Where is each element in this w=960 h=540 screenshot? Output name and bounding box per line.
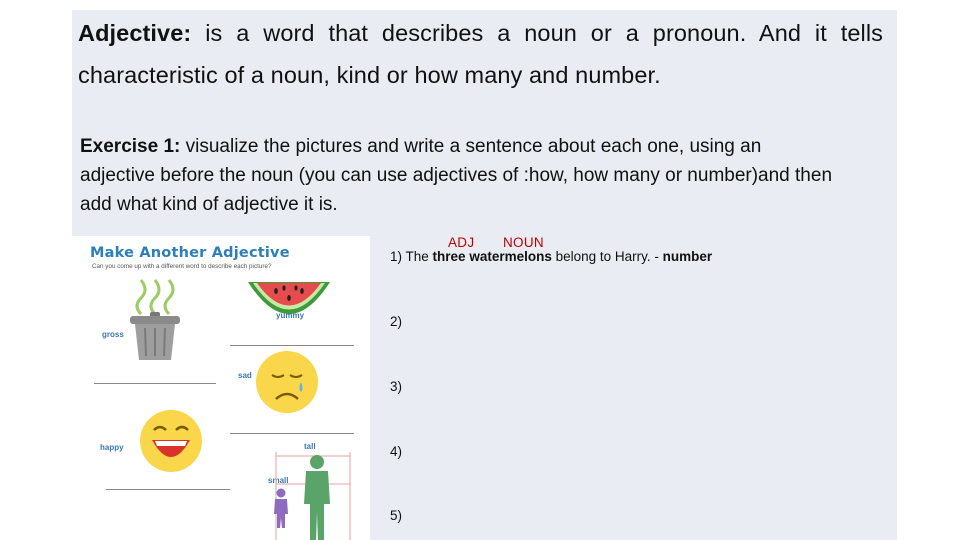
worksheet-image [72,236,370,540]
exercise-text: visualize the pictures and write a sentence about each one, using an adjective before the noun (you can use adjectives of :how, how many or number)and then add what kind of adjective it is. [80,136,833,215]
answer-line [106,489,230,490]
sad-face-icon [254,349,320,415]
label-small: small [268,476,289,485]
trash-can-icon [128,312,182,362]
label-gross: gross [102,330,124,339]
answer-1-prefix: 1) The [390,249,433,264]
answer-4: 4) [390,444,403,459]
small-person-icon [272,488,290,528]
answer-5: 5) [390,508,403,523]
exercise-lead: Exercise 1: [80,136,181,157]
annotation-noun: NOUN [503,235,544,250]
definition-term: Adjective: [78,20,192,46]
worksheet-title: Make Another Adjective [90,245,290,261]
label-happy: happy [100,443,124,452]
label-sad: sad [238,371,252,380]
answer-1-adjective: three [432,249,466,264]
label-tall: tall [304,442,316,451]
worksheet-subtitle: Can you come up with a different word to describe each picture? [92,263,272,270]
answer-1-kind: number [662,249,713,264]
label-yummy: yummy [276,311,305,320]
answer-1-noun: watermelons [469,249,552,264]
answer-1-suffix: belong to Harry. - [551,249,663,264]
tall-person-icon [300,454,334,540]
answer-line [230,433,354,434]
answer-line [94,383,216,384]
smell-lines-icon [127,276,187,316]
answer-1 [390,249,712,264]
answer-2: 2) [390,314,403,329]
annotation-adj: ADJ [448,235,475,250]
happy-face-icon [138,408,204,474]
answers-column [390,0,890,540]
answer-3: 3) [390,379,403,394]
answer-line [230,345,354,346]
definition-text: is a word that describes a noun or a pronoun. And it tells characteristic of a noun, kind or how many and number. [78,20,883,88]
